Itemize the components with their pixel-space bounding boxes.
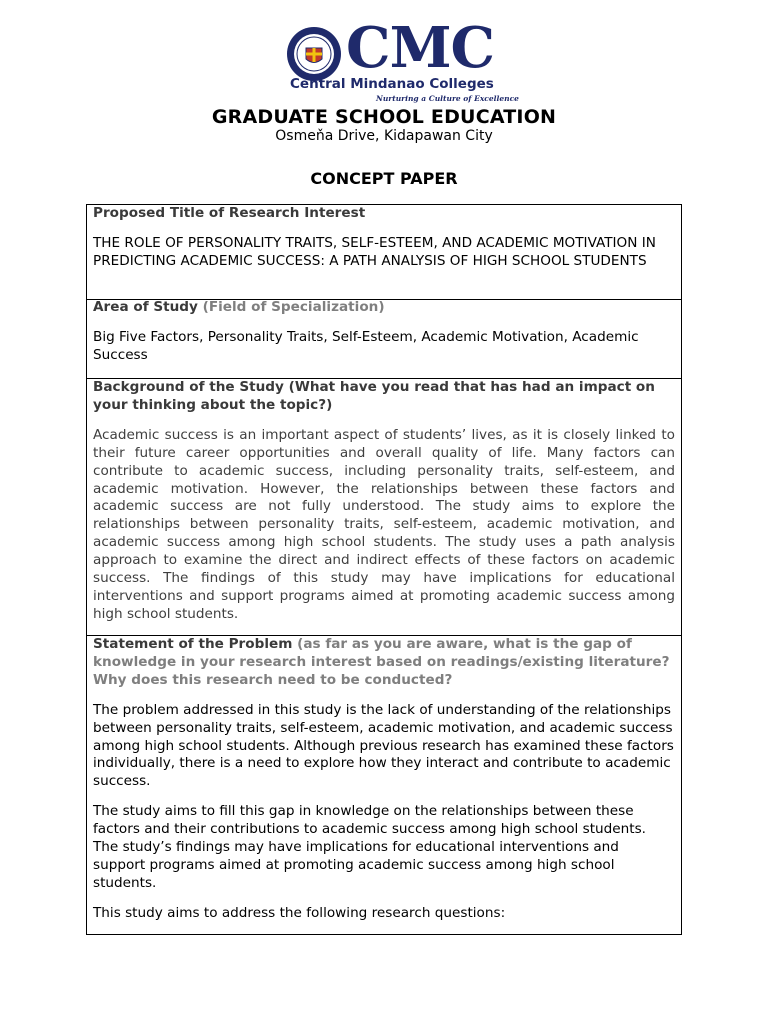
problem-paragraph-3: This study aims to address the following research questions: <box>93 904 506 921</box>
section-statement-of-problem <box>86 636 682 935</box>
research-title: THE ROLE OF PERSONALITY TRAITS, SELF-ESTEEM, AND ACADEMIC MOTIVATION IN PREDICTING ACADEMIC SUCCESS: A PATH ANALYSIS OF HIGH SCHOOL STUDENTS <box>93 234 656 269</box>
logo-text: CMC <box>346 15 495 81</box>
section-heading-note: (as far as you are aware, what is the gap of knowledge in your research interest based on readings/existing literature? Why does this research need to be conducted? <box>93 636 670 688</box>
logo-college-name: Central Mindanao Colleges <box>290 76 494 92</box>
problem-paragraph-2: The study aims to fill this gap in knowledge on the relationships between these factors and their contributions to academic success among high school students. The study’s findings may have implications for educational interventions and support programs aimed at promoting academic success among high school students. <box>93 803 646 891</box>
problem-paragraph-1: The problem addressed in this study is the lack of understanding of the relationships between personality traits, self-esteem, academic motivation, and academic success among high school students. Although previous research has examined these factors individually, there is a need to explore how they interact and contribute to academic success. <box>93 701 674 790</box>
logo-tagline: Nurturing a Culture of Excellence <box>376 94 519 103</box>
section-heading-label: Statement of the Problem <box>93 636 298 652</box>
section-proposed-title <box>86 204 682 300</box>
section-background <box>86 379 682 636</box>
section-heading: Background of the Study (What have you read that has had an impact on your thinking about the topic?) <box>93 379 655 413</box>
area-of-study-text: Big Five Factors, Personality Traits, Self-Esteem, Academic Motivation, Academic Success <box>93 328 639 363</box>
section-heading-note: (Field of Specialization) <box>202 299 385 315</box>
school-name: GRADUATE SCHOOL EDUCATION <box>211 106 557 128</box>
section-heading: Proposed Title of Research Interest <box>93 205 366 221</box>
section-area-of-study <box>86 299 682 379</box>
section-heading-label: Area of Study <box>93 299 203 315</box>
section-heading <box>93 636 675 690</box>
background-text: Academic success is an important aspect of students’ lives, as it is closely linked to their future career opportunities and overall quality of life. Many factors can contribute to academic success, including personality traits, self-esteem, and academic motivation. However, the relationships between these factors and academic success are not fully understood. The study aims to explore the relationships between personality traits, self-esteem, academic motivation, and academic success among high school students. The study uses a path analysis approach to examine the direct and indirect effects of these factors on academic success. The findings of this study may have implications for educational interventions and support programs aimed at promoting academic success among high school students. <box>93 426 675 622</box>
cmc-logo <box>286 15 519 104</box>
school-address: Osmeňa Drive, Kidapawan City <box>275 128 493 144</box>
college-seal-icon <box>286 26 342 82</box>
document-title: CONCEPT PAPER <box>310 169 458 188</box>
section-heading <box>93 299 675 317</box>
